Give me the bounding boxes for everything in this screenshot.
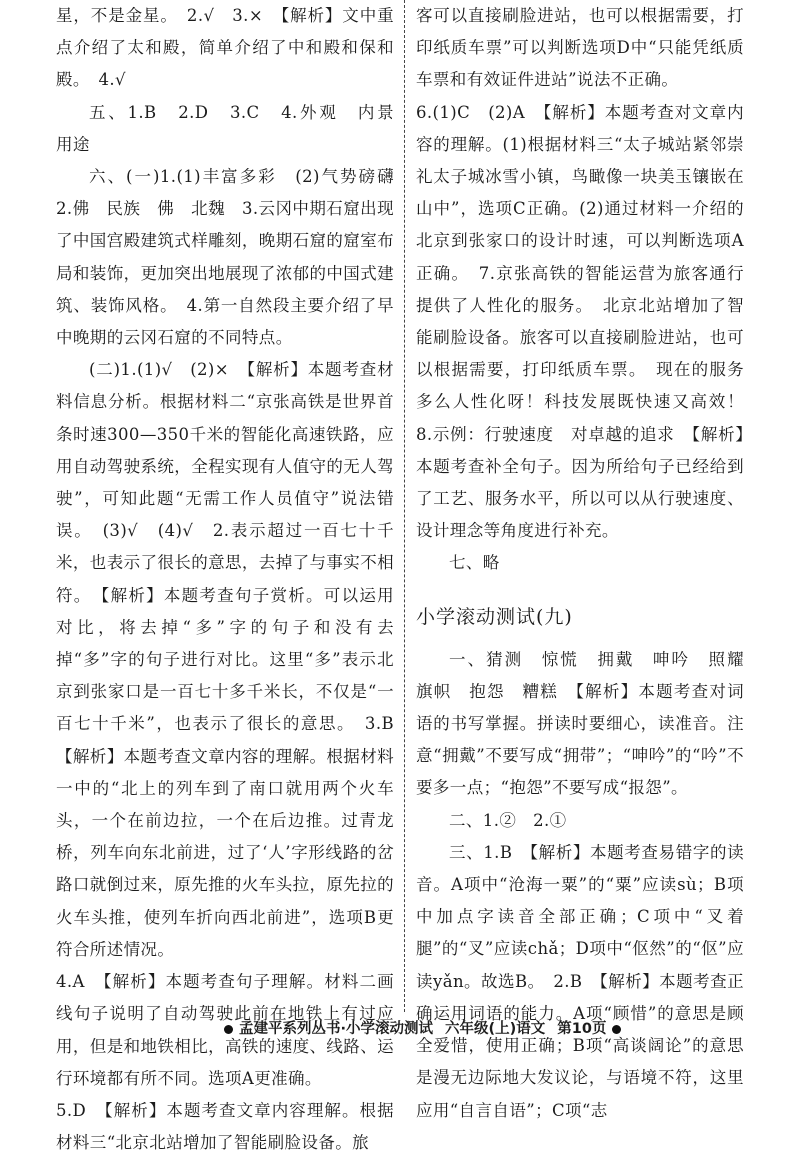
footer-series: 孟建平系列丛书 — [239, 1021, 341, 1037]
answer-paragraph: 4.A 【解析】本题考查句子理解。材料二画线句子说明了自动驾驶此前在地铁上有过应用，但是和地铁相比，高铁的速度、线路、运行环境都有所不同。选项A更准确。 — [56, 972, 394, 1088]
page-number: 第10页 — [557, 1021, 607, 1037]
answer-paragraph: 六、(一)1.(1)丰富多彩 (2)气势磅礴 2.佛 民族 佛 北魏 3.云冈中期石窟出现了中国宫殿建筑式样雕刻，晚期石窟的窟室布局和装饰，更加突出地展现了浓郁的中国式建筑、装饰风格。 4.第一自然段主要介绍了早中晚期的云冈石窟的不同特点。 — [56, 167, 411, 348]
answer-paragraph: 6.(1)C (2)A 【解析】本题考查对文章内容的理解。(1)根据材料三“太子城站紧邻崇礼太子城冰雪小镇，鸟瞰像一块美玉镶嵌在山中”，选项C正确。(2)通过材料一介绍的北京到张家口的设计时速，可以判断选项A正确。 7.京张高铁的智能运营为旅客通行提供了人性化的服务。 北京北站增加了智能刷脸设备。旅客可以直接刷脸进站，也可以根据需要，打印纸质车票。 现在的服务多么人性化呀！科技发展既快速又高效！ 8.示例：行驶速度 对卓越的追求 【解析】本题考查补全句子。因为所给句子已经给到了工艺、服务水平，所以可以从行驶速度、设计理念等角度进行补充。 — [416, 102, 761, 541]
answer-paragraph: 二、1.② 2.① — [449, 810, 567, 830]
answer-paragraph: 星，不是金星。 2.√ 3.× 【解析】文中重点介绍了太和殿，简单介绍了中和殿和保和殿。 4.√ — [56, 6, 394, 90]
bullet-icon — [612, 1025, 621, 1034]
answer-paragraph: (二)1.(1)√ (2)× 【解析】本题考查材料信息分析。根据材料二“京张高铁是世界首条时速300—350千米的智能化高速铁路，应用自动驾驶系统，全程实现有人值守的无人驾驶”，可知此题“无需工作人员值守”说法错误。 (3)√ (4)√ 2.表示超过一百七十千米，也表示了很长的意思，去掉了与事实不相符。 【解析】本题考查句子赏析。可以运用对比，将去掉“多”字的句子和没有去掉“多”字的句子进行对比。这里“多”表示北京到张家口是一百七十多千米长，不仅是“一百七十千米”，也表示了很长的意思。 3.B 【解析】本题考查文章内容的理解。根据材料一中的“北上的列车到了南口就用两个火车头，一个在前边拉，一个在后边推。过青龙桥，列车向东北前进，过了‘人’字形线路的岔路口就倒过来，原先推的火车头拉，原先拉的火车头推，使列车折向西北前进”，选项B更符合所述情况。 — [56, 360, 411, 959]
answer-paragraph: 一、猜测 惊慌 拥戴 呻吟 照耀 旗帜 抱怨 糟糕 【解析】本题考查对词语的书写掌握。拼读时要细心，读准音。注意“拥戴”不要写成“拥带”；“呻吟”的“吟”不要多一点；“抱怨”不要写成“报怨”。 — [416, 649, 761, 798]
page-footer — [0, 1014, 796, 1044]
answer-paragraph: 五、1.B 2.D 3.C 4.外观 内景 用途 — [56, 102, 411, 154]
bullet-icon — [224, 1025, 233, 1034]
column-divider — [404, 0, 405, 1012]
footer-book: 小学滚动测试 — [346, 1021, 434, 1037]
section-title: 小学滚动测试(九) — [416, 605, 573, 628]
footer-separator: · — [340, 1021, 347, 1037]
answer-paragraph: 三、1.B 【解析】本题考查易错字的读音。A项中“沧海一粟”的“粟”应读sù；B项中加点字读音全部正确；C项中“叉着腿”的“叉”应读chǎ；D项中“伛然”的“伛”应读yǎn。故选B。 2.B 【解析】本题考查正确运用词语的能力。A项“顾惜”的意思是顾全爱惜，使用正确；B项“高谈阔论”的意思是漫无边际地大发议论，与语境不符，这里应用“自言自语”；C项“志 — [416, 842, 744, 1120]
answer-paragraph: 客可以直接刷脸进站，也可以根据需要，打印纸质车票”可以判断选项D中“只能凭纸质车票和有效证件进站”说法不正确。 — [416, 6, 744, 90]
answer-paragraph: 七、略 — [449, 553, 500, 573]
footer-grade: 六年级(上)语文 — [445, 1021, 546, 1037]
answer-paragraph: 5.D 【解析】本题考查文章内容理解。根据材料三“北京北站增加了智能刷脸设备。旅 — [56, 1100, 394, 1153]
